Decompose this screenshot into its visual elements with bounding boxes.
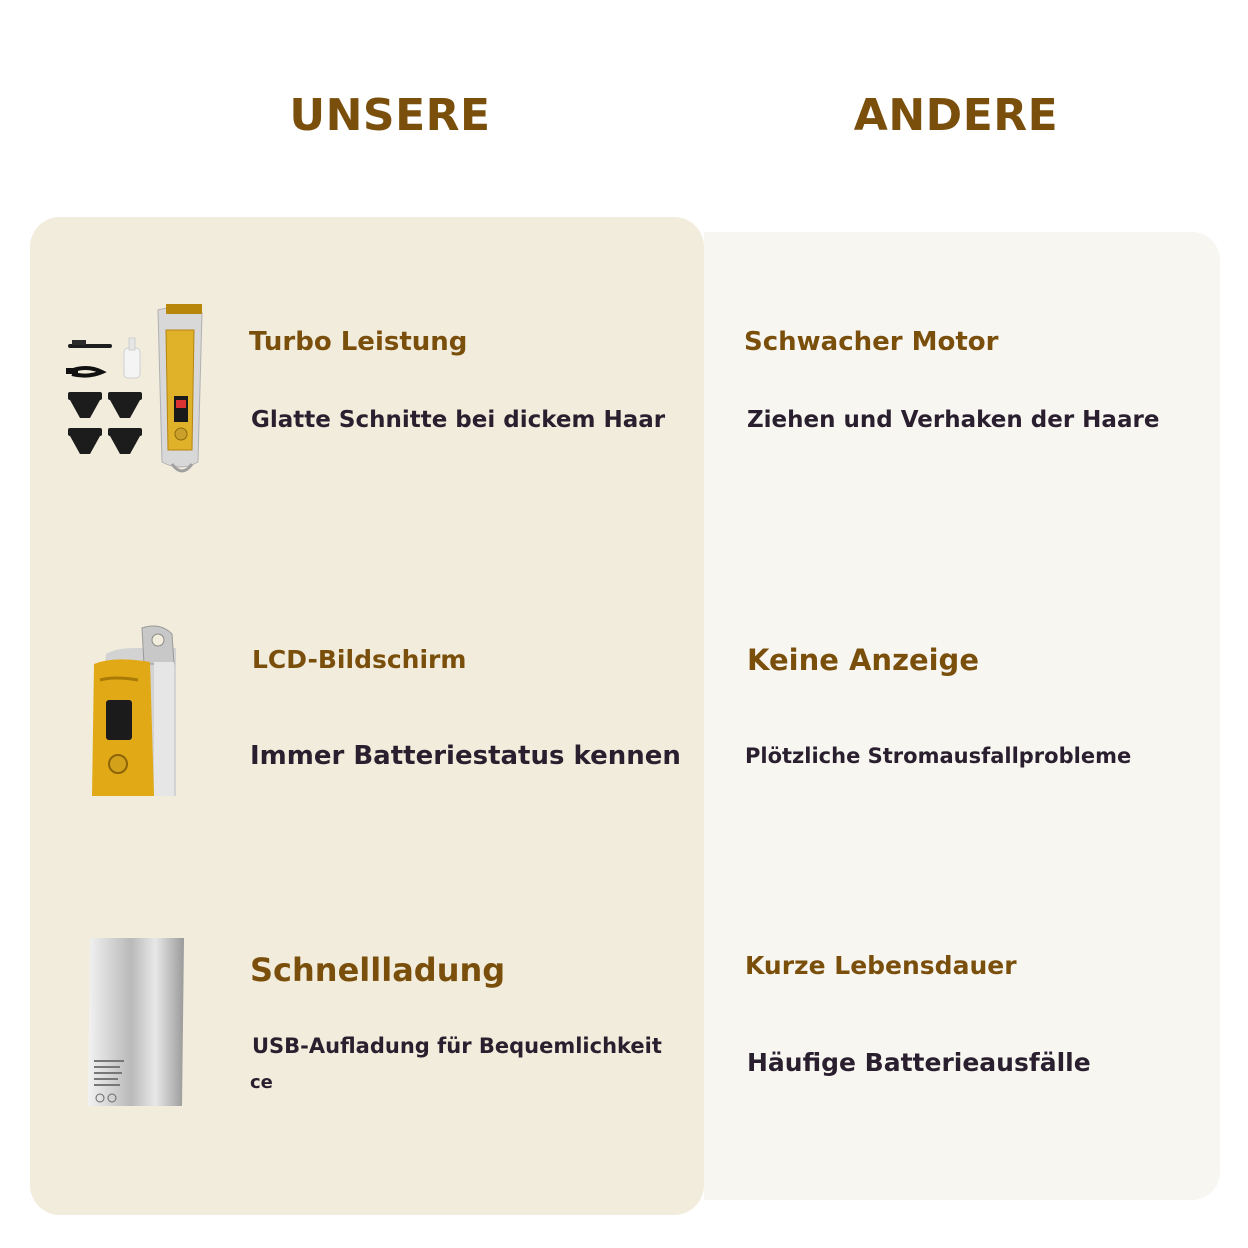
ours-row-3-desc: USB-Aufladung für Bequemlichkeit <box>252 1034 662 1058</box>
others-row-1-title: Schwacher Motor <box>744 327 999 357</box>
others-column-title: ANDERE <box>853 90 1059 141</box>
others-row-2-desc: Plötzliche Stromausfallprobleme <box>745 744 1132 768</box>
others-row-3-desc: Häufige Batterieausfälle <box>747 1048 1091 1077</box>
others-row-2-title: Keine Anzeige <box>747 643 979 677</box>
ours-column-title: UNSERE <box>289 90 491 141</box>
trimmer-body-icon <box>86 936 186 1108</box>
trimmer-kit-icon <box>62 300 212 480</box>
others-row-3-title: Kurze Lebensdauer <box>745 951 1017 980</box>
ours-row-3-title: Schnellladung <box>250 951 506 989</box>
ours-row-2-desc: Immer Batteriestatus kennen <box>250 741 681 771</box>
ours-row-3-desc-extra: ce <box>250 1072 273 1093</box>
others-row-1-desc: Ziehen und Verhaken der Haare <box>747 407 1160 433</box>
ours-row-2-title: LCD-Bildschirm <box>252 645 467 674</box>
ours-row-1-title: Turbo Leistung <box>249 327 468 357</box>
lcd-trimmer-icon <box>92 624 184 796</box>
ours-row-1-desc: Glatte Schnitte bei dickem Haar <box>251 407 666 433</box>
